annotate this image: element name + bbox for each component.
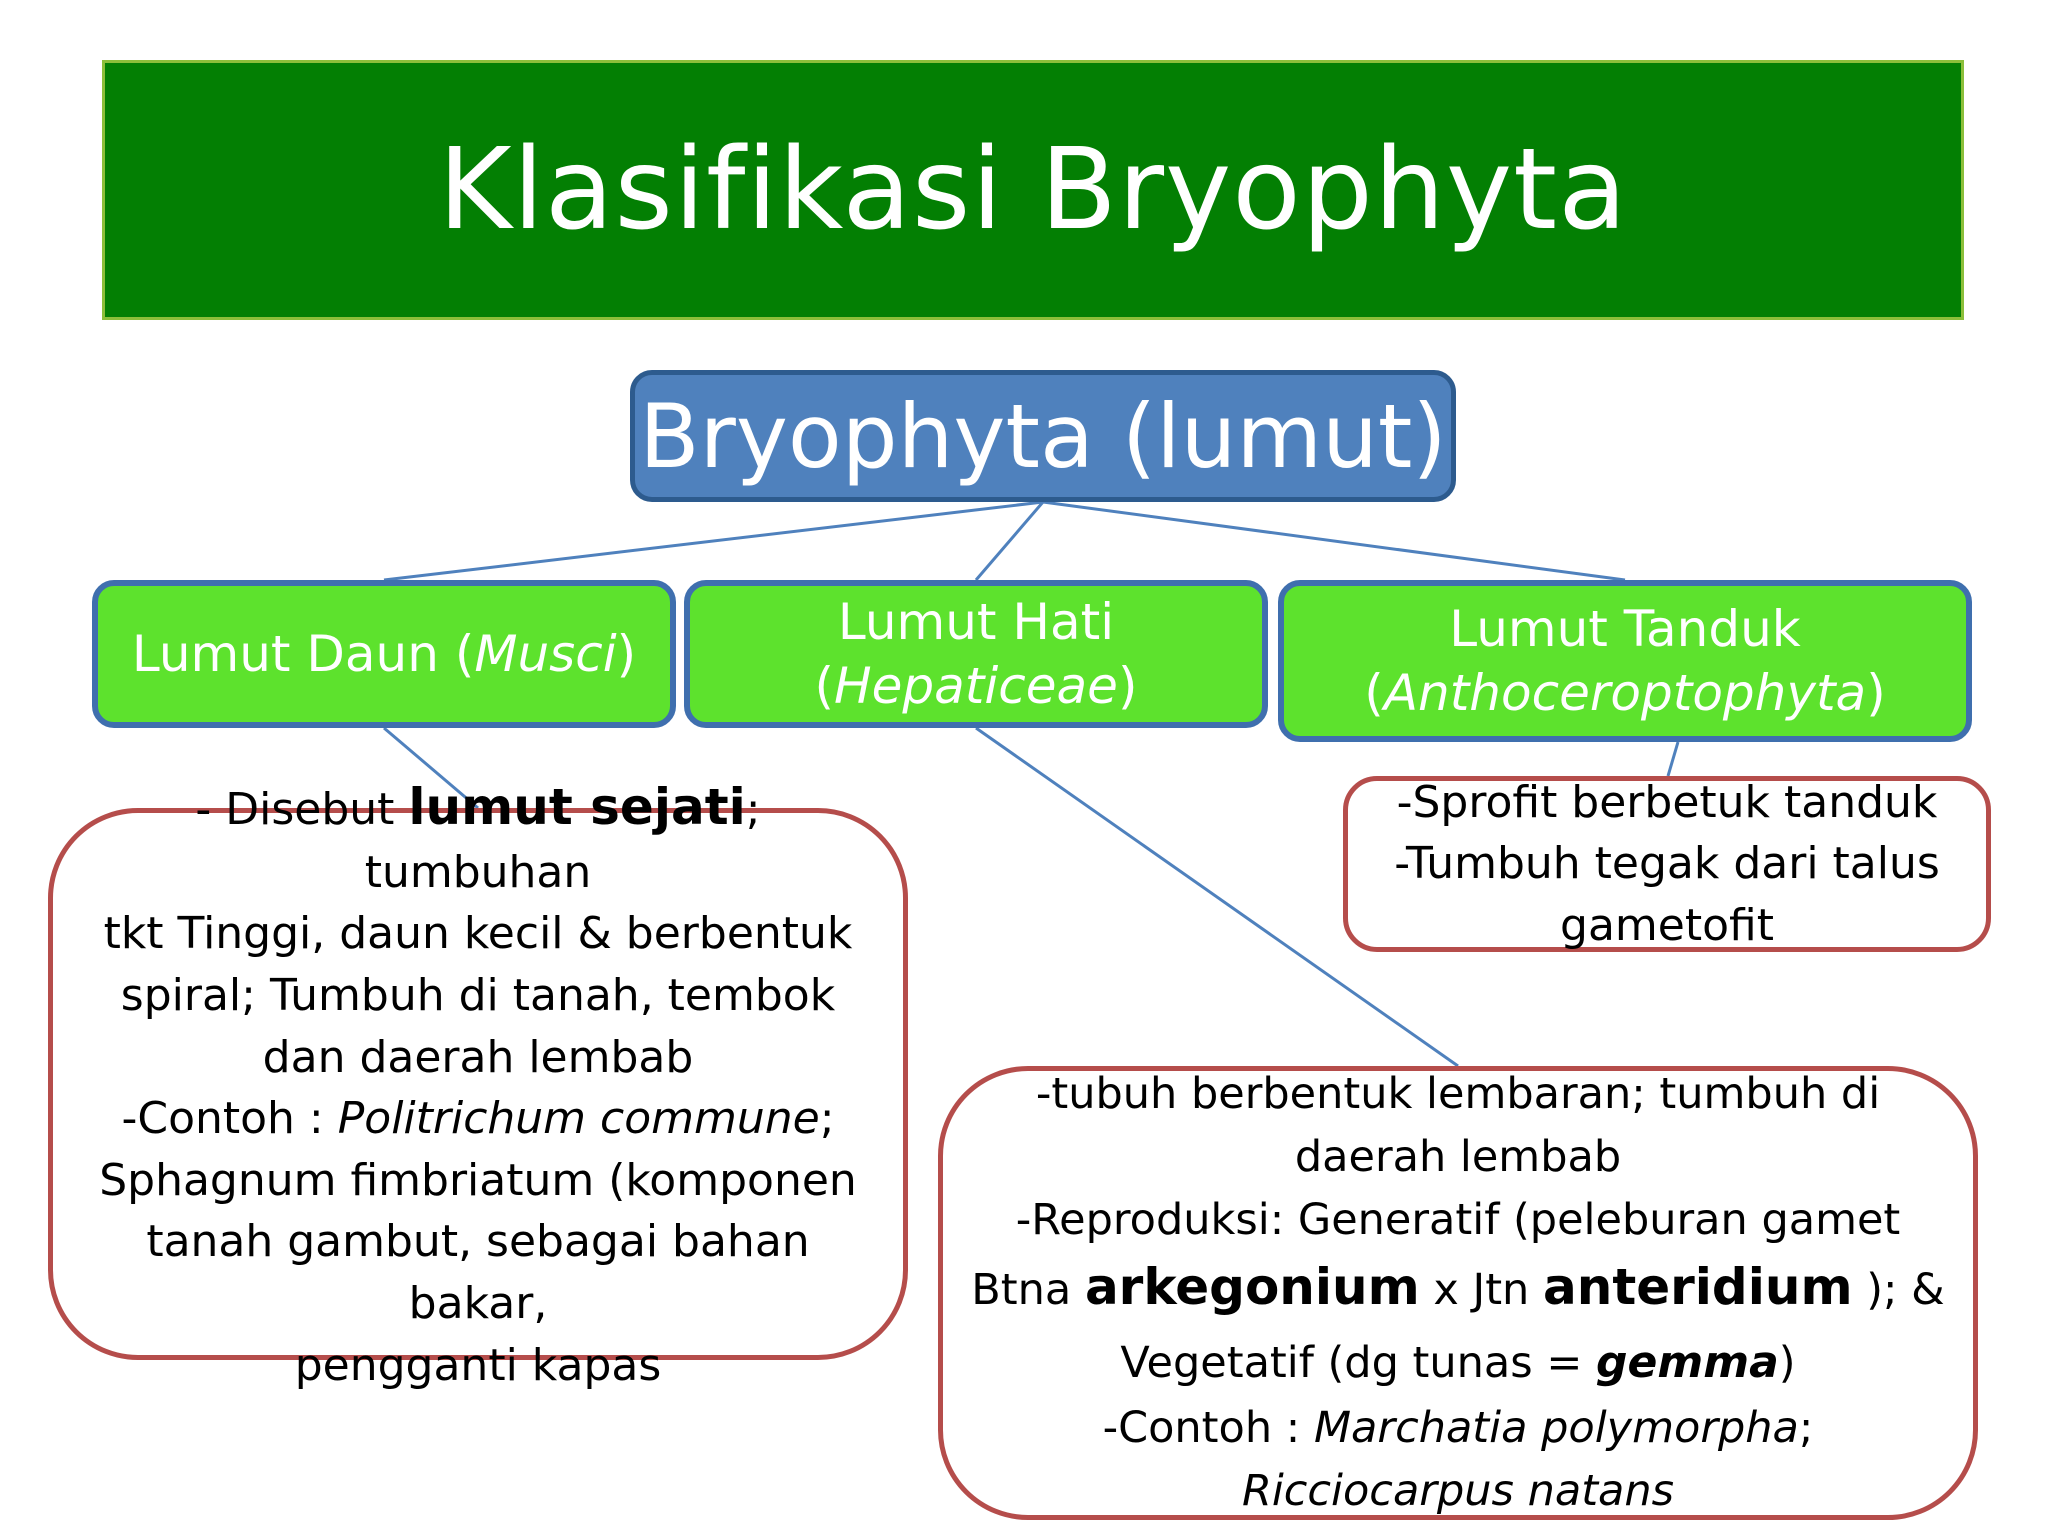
- description-lumut-hati: [938, 1066, 1978, 1520]
- category-lumut-hati-latin: (Hepaticeae): [814, 657, 1138, 715]
- desc-line: Vegetatif (dg tunas = gemma): [1120, 1337, 1796, 1389]
- desc-line: -Reproduksi: Generatif (peleburan gamet: [1015, 1194, 1901, 1245]
- desc-line: daerah lembab: [1294, 1131, 1622, 1182]
- desc-line: -Sprofit berbetuk tanduk: [1396, 776, 1938, 828]
- desc-line: tkt Tinggi, daun kecil & berbentuk: [103, 908, 853, 960]
- desc-line: gametofit: [1560, 899, 1774, 951]
- category-lumut-tanduk: [1278, 580, 1972, 742]
- description-lumut-daun: [48, 777, 908, 1391]
- connector-root-musci: [384, 502, 1043, 580]
- desc-line: spiral; Tumbuh di tanah, tembok: [120, 970, 836, 1022]
- category-lumut-tanduk-name: Lumut Tanduk: [1449, 600, 1801, 658]
- connector-root-antho: [1043, 502, 1625, 580]
- desc-line: -Tumbuh tegak dari talus: [1394, 838, 1940, 890]
- category-lumut-hati-name: Lumut Hati: [837, 593, 1115, 651]
- root-label: Bryophyta (lumut): [639, 384, 1447, 488]
- desc-line: - Disebut lumut sejati; tumbuhan: [195, 777, 761, 898]
- description-lumut-tanduk: [1343, 776, 1991, 952]
- desc-line: Sphagnum fimbriatum (komponen: [99, 1154, 857, 1206]
- desc-line: -Contoh : Politrichum commune;: [121, 1093, 835, 1145]
- desc-line: dan daerah lembab: [262, 1031, 694, 1083]
- desc-line: Btna arkegonium x Jtn anteridium ); &: [971, 1258, 1945, 1317]
- category-lumut-tanduk-latin: (Anthoceroptophyta): [1364, 664, 1886, 722]
- desc-line: tanah gambut, sebagai bahan bakar,: [146, 1216, 810, 1329]
- desc-line: pengganti kapas: [294, 1339, 662, 1391]
- desc-line: -tubuh berbentuk lembaran; tumbuh di: [1035, 1069, 1881, 1120]
- category-lumut-daun-label: Lumut Daun (Musci): [131, 625, 637, 683]
- desc-line: Ricciocarpus natans: [1241, 1466, 1675, 1517]
- desc-line: -Contoh : Marchatia polymorpha;: [1102, 1403, 1814, 1454]
- category-lumut-hati: [684, 580, 1268, 728]
- root-node: [630, 370, 1456, 502]
- connector-root-hepa: [976, 502, 1043, 580]
- page-title: Klasifikasi Bryophyta: [438, 125, 1628, 255]
- category-lumut-daun: [92, 580, 676, 728]
